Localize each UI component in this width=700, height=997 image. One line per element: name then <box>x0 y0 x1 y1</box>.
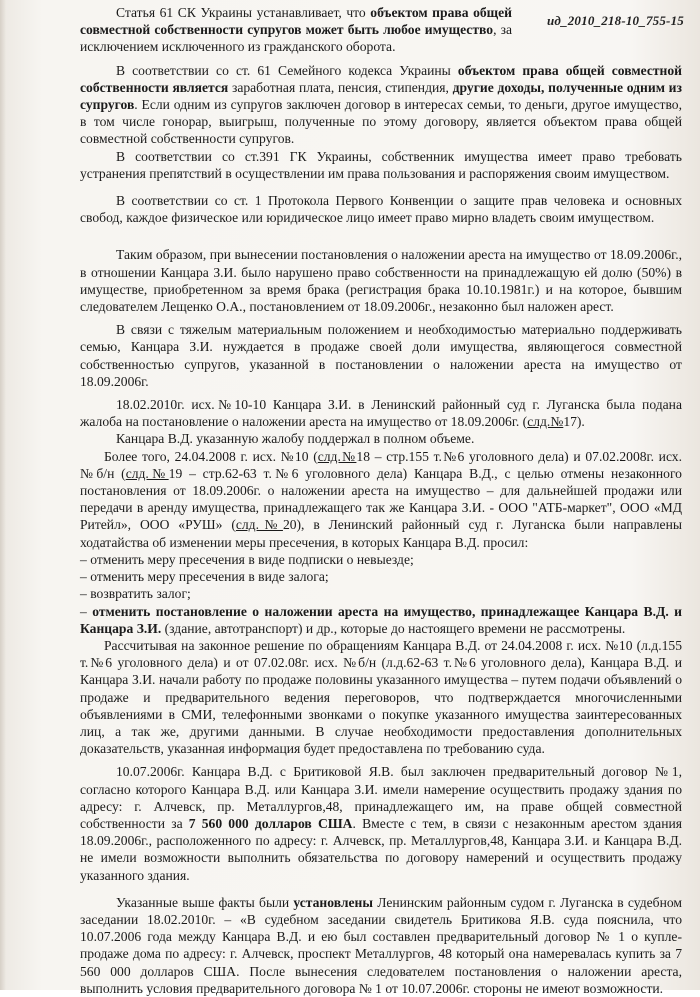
bold-text: другие доходы, полученные одним из супругов <box>80 79 682 113</box>
bold-text: объектом права общей совместной собственности супругов может быть любое имущество <box>80 5 512 38</box>
bold-text: 7 560 000 долларов США <box>188 815 353 831</box>
paragraph-sale-attempts: Рассчитывая на законное решение по обращениям Канцара В.Д. от 24.04.2008 г. исх. №10 (л.д.155 т.№6 уголовного дела) и от 07.02.08г. исх. №б/н (л.д.62-63 т.№6 уголовного дела), Канцара В.Д. и Канцара З.И. начали работу по продаже половины указанного имущества – путем подачи объявлений о продаже и предварительного ведения переговоров, что подтверждается многочисленными объявлениями в СМИ, телефонными звонками о покупке указанного имущества заинтересованных лиц, а так же, другими данными. В случае необходимости предоставления дополнительных доказательств, указанная информация будет предоставлена по требованию суда. <box>80 637 682 757</box>
text: Ленинским районным судом г. Луганска в судебном заседании 18.02.2010г. – «В судебном заседании свидетель Бритикова Я.В. суда пояснила, что 10.07.2006 года между Канцара В.Д. и ею был составлен предварительный договор № 1 о купле-продаже дома по адресу: г. Алчевск, проспект Металлургов, 48 который она намеревалась купить за 7 560 000 долларов США. После вынесения следователем постановления о наложении ареста, выполнить условия предварительного договора № 1 от 10.07.2006г. стороны не имеют возможности. <box>80 894 683 996</box>
paragraph-petitions <box>80 448 682 551</box>
list-item: – отменить меру пресечения в виде залога; <box>80 569 329 585</box>
text: (здание, автотранспорт) и др., которые до настоящего времени не рассмотрены. <box>161 620 626 636</box>
text: 18 – стр.155 т.№6 уголовного дела) и 07.02.2008г. исх. №б/н ( <box>80 448 682 481</box>
bold-text: объектом права общей совместной собственности является <box>80 62 682 95</box>
list-item <box>80 603 682 637</box>
page-edge-shadow <box>0 0 6 990</box>
text: заработная плата, пенсия, стипендия, <box>228 79 453 95</box>
paragraph-article-391: В соответствии со ст.391 ГК Украины, собственник имущества имеет право требовать устранения препятствий в осуществлении им права пользования и распоряжения своим имуществом. <box>80 148 682 181</box>
paragraph-protocol: В соответствии со ст. 1 Протокола Первого Конвенции о защите прав человека и основных свобод, каждое физическое или юридическое лицо имеет право мирно владеть своим имуществом. <box>80 193 682 226</box>
bold-text: установлены <box>293 894 373 910</box>
text: Указанные выше факты были <box>116 894 294 910</box>
underlined-text: слд.№ <box>317 448 357 464</box>
bold-text: отменить постановление о наложении ареста на имущество, принадлежащее Канцара В.Д. и Канцара З.И. <box>80 603 682 636</box>
list-item: – возвратить залог; <box>80 586 191 602</box>
text: Статья 61 СК Украины устанавливает, что <box>116 5 371 20</box>
text: 19 – стр.62-63 т.№6 уголовного дела) Канцара В.Д., с целью отмены незаконного постановления от 18.09.2006г. о наложении ареста на имущество – для дальнейшей продажи или передачи в аренду имущества, принадлежащего так же Канцара З.И. - ООО "АТБ-маркет", ООО «МД Ритейл», ООО «РУШ» ( <box>80 465 682 533</box>
text: В соответствии со ст. 61 Семейного кодекса Украины <box>116 62 458 78</box>
paragraph-complaint <box>80 396 682 430</box>
text: 20), в Ленинский районный суд г. Луганска были направлены ходатайства об изменении меры пресечения, в которых Канцара В.Д. просил: <box>80 517 682 550</box>
underlined-text: слд.№ <box>125 465 169 481</box>
document-id: ид_2010_218-10_755-15 <box>546 13 684 28</box>
text: – <box>80 603 93 619</box>
text: 18.02.2010г. исх.№10-10 Канцара З.И. в Ленинский районный суд г. Луганска была подана жалоба на постановление о наложении ареста на имущество от 18.09.2006г. ( <box>80 397 682 430</box>
list-item: – отменить меру пресечения в виде подписки о невыезде; <box>80 551 414 567</box>
paragraph-conclusion: Таким образом, при вынесении постановления о наложении ареста на имущество от 18.09.2006г., в отношении Канцара З.И. было нарушено право собственности на принадлежащую ей долю (50%) в имуществе, приобретенном за время брака (регистрация брака 10.10.1981г.) и на которое, бывшим следователем Лещенко О.А., постановлением от 18.09.2006г., незаконно был наложен арест. <box>80 247 682 315</box>
paragraph-financial-situation: В связи с тяжелым материальным положением и необходимостью материально поддерживать семью, Канцара З.И. нуждается в продаже своей доли имущества, являющегося совместной собственностью супругов, указанной в постановлении о наложении ареста на имущество от 18.09.2006г. <box>80 322 682 389</box>
text: 17). <box>563 414 585 430</box>
paragraph-court-findings <box>80 894 682 997</box>
underlined-text: слд.№ <box>235 517 283 533</box>
text: Более того, 24.04.2008 г. исх. №10 ( <box>104 448 318 464</box>
underlined-text: слд.№ <box>527 414 564 430</box>
text: , за исключением исключенного из гражданского оборота. <box>80 22 513 55</box>
paragraph-family-code <box>80 62 682 148</box>
paragraph-preliminary-contract <box>80 763 682 883</box>
text: . Если одним из супругов заключен договор в интересах семьи, то деньги, другое имущество, в том числе гонорар, выигрыш, полученные по этому договору, является объектом права общей совместной собственности супругов. <box>80 97 682 147</box>
text: . Вместе с тем, в связи с незаконным арестом здания 18.09.2006г., расположенного по адресу: г. Алчевск, пр. Металлургов,48, Канцара З.И. и Канцара В.Д. не имели возможности выполнить обязательства по договору намерений и осуществить продажу указанного здания. <box>80 815 683 883</box>
paragraph-support: Канцара В.Д. указанную жалобу поддержал в полном объеме. <box>116 431 475 447</box>
text: 10.07.2006г. Канцара В.Д. с Бритиковой Я.В. был заключен предварительный договор №1, согласно которого Канцара В.Д. или Канцара З.И. имели намерение осуществить продажу здания по адресу: г. Алчевск, пр. Металлургов,48, принадлежащего им, на праве общей совместной собственности за <box>80 764 682 831</box>
